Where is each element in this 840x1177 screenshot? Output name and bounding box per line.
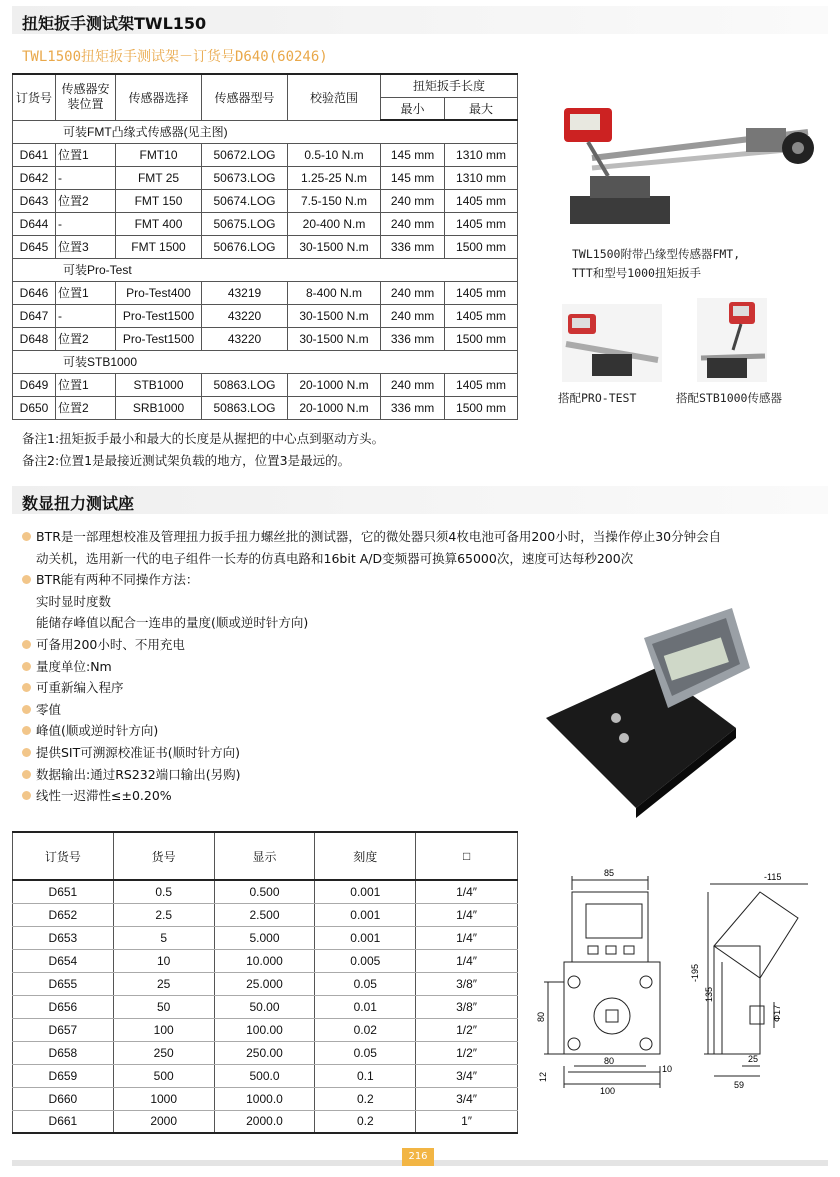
table-row [13,1018,518,1041]
table-row [13,304,518,327]
list-item-text: 提供SIT可溯源校准证书(顺时针方向) [36,744,241,760]
table-cell: 0.5 [113,880,214,903]
table-cell: 50 [113,995,214,1018]
table-cell: 1500 mm [445,327,518,350]
table-row [13,926,518,949]
table-cell: 145 mm [381,166,445,189]
group-label: 可装STB1000 [13,350,518,373]
table-cell: 0.2 [315,1087,416,1110]
table-cell: D654 [13,949,114,972]
table-cell: 8-400 N.m [288,281,381,304]
bullet-dot-icon [22,726,31,735]
table-cell: 1310 mm [445,143,518,166]
table-cell: 336 mm [381,396,445,419]
table-cell: 336 mm [381,235,445,258]
table-cell: 位置1 [56,281,116,304]
table-cell: 0.500 [214,880,315,903]
dim-115: -115 [764,872,782,882]
table-cell: 2.5 [113,903,214,926]
table-cell: Pro-Test1500 [116,304,202,327]
table-row [13,1110,518,1133]
list-item [22,548,832,570]
btr-table [12,831,518,1134]
table-cell: D650 [13,396,56,419]
table-cell: 位置2 [56,327,116,350]
list-item-text: 可重新编入程序 [36,680,124,696]
dim-100: 100 [600,1086,616,1096]
list-item [22,569,832,591]
table-cell: D646 [13,281,56,304]
dim-59: 59 [734,1080,745,1090]
stb-image [697,298,767,382]
list-item-text: BTR能有两种不同操作方法： [36,572,199,588]
table-cell: 336 mm [381,327,445,350]
bullet-dot-icon [22,683,31,692]
table-cell: 50674.LOG [202,189,288,212]
table-row [13,281,518,304]
table-cell: 50863.LOG [202,373,288,396]
list-item-text: 量度单位:Nm [36,658,112,674]
table-cell: 43219 [202,281,288,304]
table-cell: D661 [13,1110,114,1133]
table-row [13,327,518,350]
col-min: 最小 [381,97,445,120]
protest-image [562,304,662,382]
table-cell: 0.005 [315,949,416,972]
table-cell: 0.2 [315,1110,416,1133]
table-cell: 30-1500 N.m [288,304,381,327]
list-item-text: BTR是一部理想校准及管理扭力扳手扭力螺丝批的测试器，它的微处器只须4枚电池可备用200小时，当操作停止30分钟会自 [36,529,722,544]
table-row [13,166,518,189]
table-cell: 240 mm [381,373,445,396]
table-row [13,995,518,1018]
col-sensor-model: 传感器型号 [202,74,288,120]
table-cell: 1405 mm [445,189,518,212]
col-range: 校验范围 [288,74,381,120]
table-cell: 1″ [416,1110,518,1133]
table-cell: 500 [113,1064,214,1087]
table-cell: 2000 [113,1110,214,1133]
table-cell: 250.00 [214,1041,315,1064]
table-cell: 20-1000 N.m [288,396,381,419]
table-cell: 240 mm [381,212,445,235]
list-item-text: 可备用200小时、不用充电 [36,636,185,652]
table-cell: 0.02 [315,1018,416,1041]
table-cell: D658 [13,1041,114,1064]
table-cell: D657 [13,1018,114,1041]
table-cell: 位置1 [56,143,116,166]
col-order-no: 订货号 [13,74,56,120]
section2-title: 数显扭力测试座 [22,494,135,513]
table-cell: D659 [13,1064,114,1087]
table-cell: D649 [13,373,56,396]
list-item-text: 峰值(顺或逆时针方向) [36,723,159,739]
dim-25: 25 [748,1054,759,1064]
table-cell: 0.05 [315,972,416,995]
table-cell: D653 [13,926,114,949]
table-cell: STB1000 [116,373,202,396]
table-cell: 20-400 N.m [288,212,381,235]
list-item-text: 动关机，选用新一代的电子组件一长寿的仿真电路和16bit A/D变频器可换算65000次，速度可达每秒200次 [36,550,634,566]
table-row [13,903,518,926]
table-cell: D656 [13,995,114,1018]
note-1: 备注1:扭矩扳手最小和最大的长度是从握把的中心点到驱动方头。 [22,431,385,446]
bullet-dot-icon [22,532,31,541]
table-cell: 0.1 [315,1064,416,1087]
table-cell: 30-1500 N.m [288,235,381,258]
table-cell: 0.01 [315,995,416,1018]
table-cell: D641 [13,143,56,166]
torque-stand-image [546,96,824,236]
table-cell: FMT 1500 [116,235,202,258]
table-cell: D643 [13,189,56,212]
protest-caption: 搭配PRO-TEST [558,391,637,405]
table-cell: 位置3 [56,235,116,258]
group-label: 可装Pro-Test [13,258,518,281]
table-cell: 1405 mm [445,304,518,327]
table-cell: 25 [113,972,214,995]
col-order-no: 订货号 [13,832,114,880]
table-cell: 100 [113,1018,214,1041]
table-cell: 1/4″ [416,880,518,903]
table-row [13,143,518,166]
table-cell: 0.001 [315,880,416,903]
table-cell: - [56,166,116,189]
note-2: 备注2:位置1是最接近测试架负载的地方，位置3是最远的。 [22,453,351,468]
table-cell: 50672.LOG [202,143,288,166]
table-cell: 10 [113,949,214,972]
table-cell: 1000.0 [214,1087,315,1110]
section-header-bar [12,6,828,34]
table-cell: 1405 mm [445,281,518,304]
table-cell: D652 [13,903,114,926]
table-cell: FMT10 [116,143,202,166]
list-item [22,526,832,548]
table-cell: 20-1000 N.m [288,373,381,396]
table-cell: 1/4″ [416,903,518,926]
bullet-dot-icon [22,662,31,671]
table-cell: 2.500 [214,903,315,926]
table-cell: D655 [13,972,114,995]
table-row [13,212,518,235]
table-cell: 1000 [113,1087,214,1110]
table-cell: 1310 mm [445,166,518,189]
table-cell: 500.0 [214,1064,315,1087]
table-cell: Pro-Test1500 [116,327,202,350]
dim-80-height: 80 [536,1011,546,1022]
table-cell: 5.000 [214,926,315,949]
table-cell: 3/4″ [416,1064,518,1087]
table-cell: 1405 mm [445,212,518,235]
test-stand-table [12,73,518,420]
dim-80-base: 80 [604,1056,615,1066]
table-cell: D642 [13,166,56,189]
group-label: 可装FMT凸缘式传感器(见主图) [13,120,518,143]
table-row [13,235,518,258]
table-cell: D660 [13,1087,114,1110]
list-item-text: 能储存峰值以配合一连串的量度(顺或逆时针方向) [36,615,309,631]
col-sensor-select: 传感器选择 [116,74,202,120]
table-cell: 240 mm [381,189,445,212]
dim-12: 12 [538,1071,548,1082]
table-cell: 100.00 [214,1018,315,1041]
dim-10: 10 [662,1064,673,1074]
table-cell: 145 mm [381,143,445,166]
table-row [13,373,518,396]
table-cell: 10.000 [214,949,315,972]
table-cell: 50863.LOG [202,396,288,419]
table-cell: 250 [113,1041,214,1064]
table-cell: 1.25-25 N.m [288,166,381,189]
table-cell: 50.00 [214,995,315,1018]
table-cell: 位置1 [56,373,116,396]
table-cell: 位置2 [56,396,116,419]
list-item-text: 零值 [36,701,62,717]
table-cell: 3/8″ [416,972,518,995]
table-cell: - [56,212,116,235]
col-scale: 刻度 [315,832,416,880]
table-cell: 25.000 [214,972,315,995]
table-cell: 2000.0 [214,1110,315,1133]
list-item-text: 线性一迟滞性≤±0.20% [36,788,172,804]
table-row [13,1087,518,1110]
table-cell: 0.05 [315,1041,416,1064]
table-row [13,396,518,419]
subtitle: TWL1500扭矩扳手测试架－订货号D640(60246) [22,49,328,65]
table-cell: 0.5-10 N.m [288,143,381,166]
table-cell: 43220 [202,304,288,327]
table-cell: D644 [13,212,56,235]
table-cell: 3/4″ [416,1087,518,1110]
table-cell: 1/2″ [416,1041,518,1064]
table-cell: Pro-Test400 [116,281,202,304]
table-cell: 30-1500 N.m [288,327,381,350]
table-cell: FMT 150 [116,189,202,212]
dim-135: 135 [704,986,714,1002]
table-row [13,189,518,212]
table-cell: D647 [13,304,56,327]
table-cell: 50673.LOG [202,166,288,189]
table-cell: FMT 25 [116,166,202,189]
dim-195: -195 [690,963,700,982]
table-cell: 50676.LOG [202,235,288,258]
table-cell: 位置2 [56,189,116,212]
table-cell: 1405 mm [445,373,518,396]
table-cell: 43220 [202,327,288,350]
table-row [13,949,518,972]
list-item-text: 数据输出:通过RS232端口输出(另购) [36,766,241,782]
table-cell: 1/4″ [416,949,518,972]
table-row [13,880,518,903]
table-cell: FMT 400 [116,212,202,235]
bullet-dot-icon [22,640,31,649]
table-cell: - [56,304,116,327]
table-cell: 1/4″ [416,926,518,949]
bullet-dot-icon [22,748,31,757]
dimension-drawing [528,866,830,1098]
page-number: 216 [402,1148,434,1166]
table-cell: 50675.LOG [202,212,288,235]
dim-d17: Φ17 [772,1004,782,1022]
main-caption-line2: TTT和型号1000扭矩扳手 [572,266,701,280]
stb-caption: 搭配STB1000传感器 [676,391,782,405]
list-item-text: 实时显时度数 [36,593,112,609]
col-display: 显示 [214,832,315,880]
table-cell: 0.001 [315,926,416,949]
table-cell: 1500 mm [445,396,518,419]
table-cell: 5 [113,926,214,949]
col-max: 最大 [445,97,518,120]
btr-device-image [536,608,754,818]
bullet-dot-icon [22,705,31,714]
col-wrench-length: 扭矩扳手长度 [381,74,518,97]
bullet-dot-icon [22,791,31,800]
table-cell: D648 [13,327,56,350]
table-row [13,1041,518,1064]
bullet-dot-icon [22,770,31,779]
table-cell: 1/2″ [416,1018,518,1041]
col-square-drive: □ [416,832,518,880]
table-cell: 240 mm [381,281,445,304]
table-cell: D645 [13,235,56,258]
table-cell: 0.001 [315,903,416,926]
col-sensor-pos: 传感器安装位置 [56,74,116,120]
col-item-no: 货号 [113,832,214,880]
main-caption-line1: TWL1500附带凸缘型传感器FMT, [572,247,741,261]
section2-header-bar [12,486,828,514]
table-cell: SRB1000 [116,396,202,419]
table-cell: 1500 mm [445,235,518,258]
section-title: 扭矩扳手测试架TWL150 [22,14,207,33]
dim-85: 85 [604,868,615,878]
table-cell: D651 [13,880,114,903]
table-cell: 7.5-150 N.m [288,189,381,212]
table-cell: 240 mm [381,304,445,327]
bullet-dot-icon [22,575,31,584]
table-cell: 3/8″ [416,995,518,1018]
table-row [13,972,518,995]
table-row [13,1064,518,1087]
